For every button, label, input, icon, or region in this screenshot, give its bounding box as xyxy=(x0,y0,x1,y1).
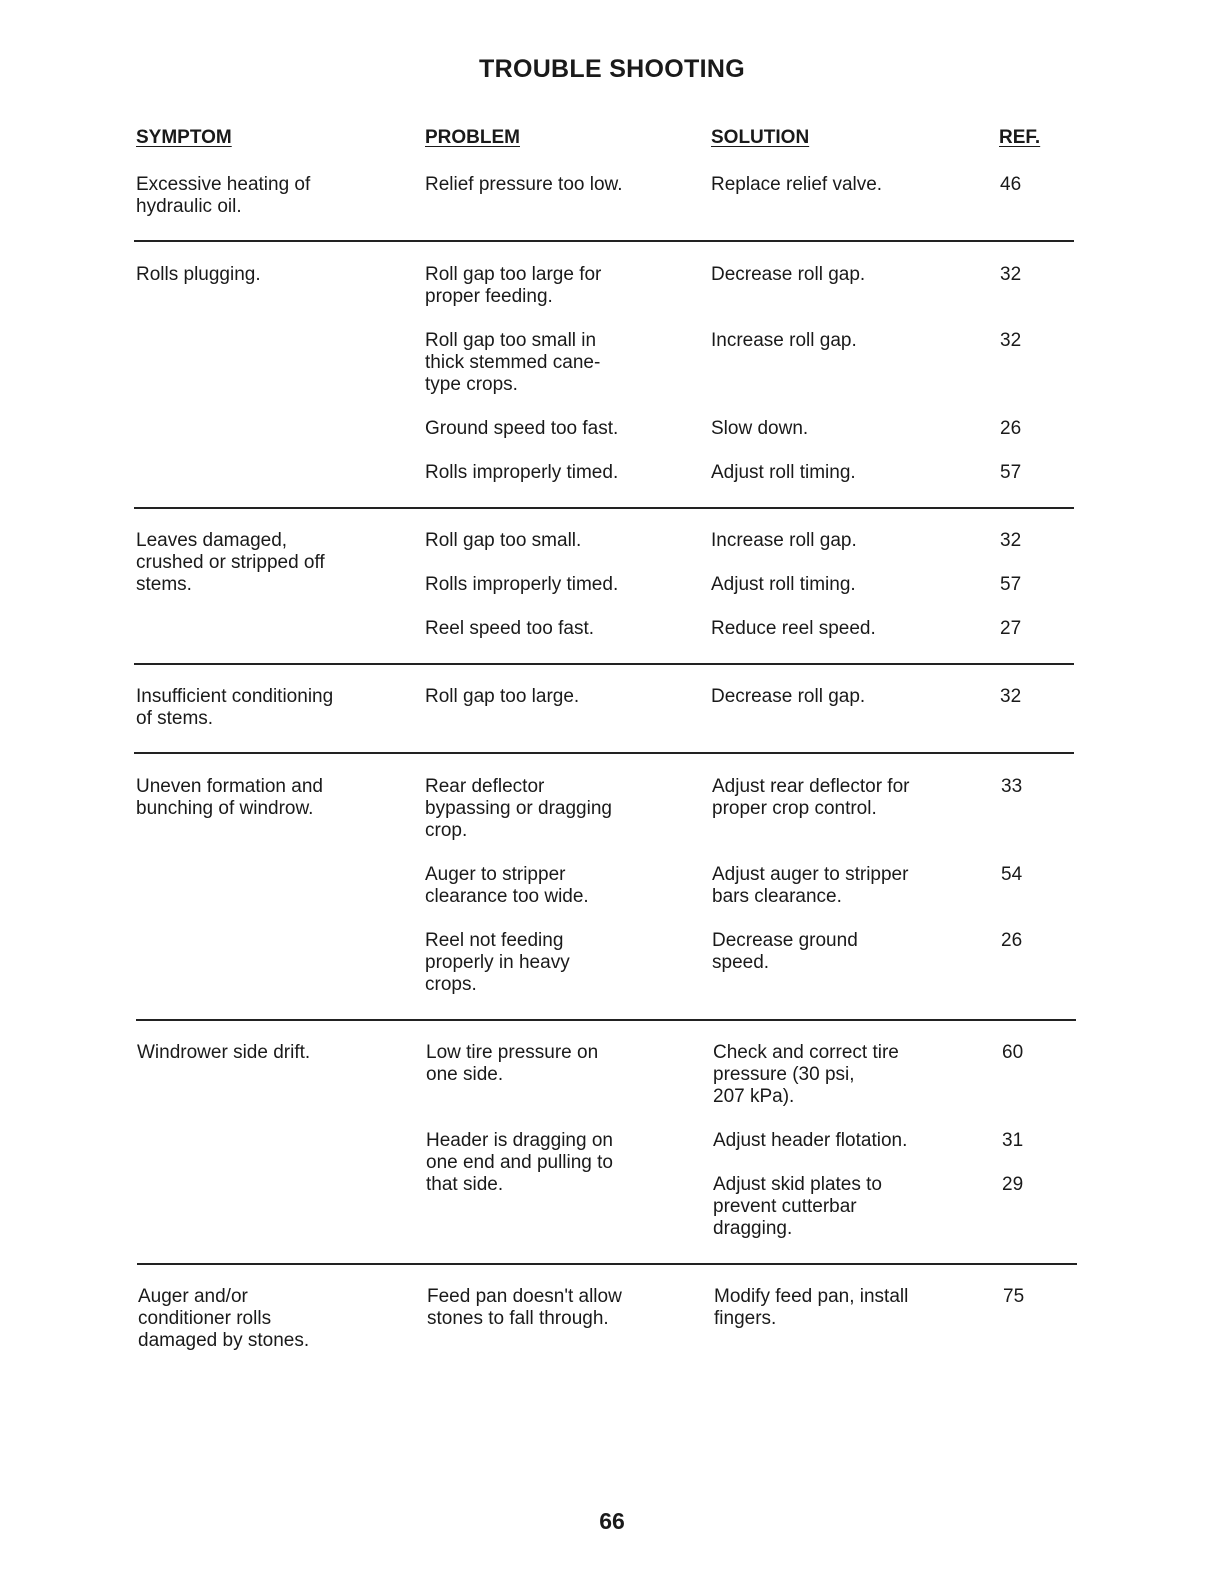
symptom-cell: Windrower side drift. xyxy=(137,1042,311,1063)
ref-cell: 29 xyxy=(1002,1174,1024,1195)
solution-cell: Adjust rear deflector for proper crop control. xyxy=(712,776,910,819)
solution-cell: Adjust auger to stripper bars clearance. xyxy=(712,864,909,907)
problem-cell: Relief pressure too low. xyxy=(425,174,623,195)
solution-cell: Slow down. xyxy=(711,418,809,439)
problem-cell: Roll gap too large. xyxy=(425,686,580,707)
ref-cell: 32 xyxy=(1000,330,1022,351)
solution-cell: Decrease roll gap. xyxy=(711,686,866,707)
ref-cell: 54 xyxy=(1001,864,1023,885)
section-divider xyxy=(136,1019,1076,1021)
solution-cell: Replace relief valve. xyxy=(711,174,883,195)
ref-cell: 75 xyxy=(1003,1286,1025,1307)
header-ref: REF. xyxy=(999,127,1041,148)
solution-cell: Adjust skid plates to prevent cutterbar dragging. xyxy=(713,1174,882,1239)
solution-cell: Reduce reel speed. xyxy=(711,618,876,639)
problem-cell: Feed pan doesn't allow stones to fall through. xyxy=(427,1286,622,1329)
page-title: TROUBLE SHOOTING xyxy=(479,55,745,83)
symptom-cell: Uneven formation and bunching of windrow. xyxy=(136,776,323,819)
problem-cell: Roll gap too large for proper feeding. xyxy=(425,264,602,307)
symptom-cell: Excessive heating of hydraulic oil. xyxy=(136,174,311,217)
solution-cell: Increase roll gap. xyxy=(711,530,857,551)
solution-cell: Adjust roll timing. xyxy=(711,462,856,483)
section-divider xyxy=(134,240,1074,242)
section-divider xyxy=(134,507,1074,509)
ref-cell: 32 xyxy=(1000,686,1022,707)
solution-cell: Decrease roll gap. xyxy=(711,264,866,285)
problem-cell: Rear deflector bypassing or dragging crop. xyxy=(425,776,612,841)
problem-cell: Ground speed too fast. xyxy=(425,418,619,439)
header-symptom: SYMPTOM xyxy=(136,127,232,148)
ref-cell: 26 xyxy=(1000,418,1022,439)
header-solution: SOLUTION xyxy=(711,127,810,148)
ref-cell: 57 xyxy=(1000,574,1022,595)
solution-cell: Adjust roll timing. xyxy=(711,574,856,595)
ref-cell: 57 xyxy=(1000,462,1022,483)
ref-cell: 32 xyxy=(1000,264,1022,285)
problem-cell: Roll gap too small in thick stemmed cane- type crops. xyxy=(425,330,601,395)
solution-cell: Decrease ground speed. xyxy=(712,930,858,973)
ref-cell: 32 xyxy=(1000,530,1022,551)
ref-cell: 46 xyxy=(1000,174,1022,195)
ref-cell: 60 xyxy=(1002,1042,1024,1063)
header-problem: PROBLEM xyxy=(425,127,520,148)
page-number: 66 xyxy=(599,1508,625,1534)
section-divider xyxy=(137,1263,1077,1265)
problem-cell: Rolls improperly timed. xyxy=(425,574,619,595)
problem-cell: Low tire pressure on one side. xyxy=(426,1042,599,1085)
section-divider xyxy=(134,663,1074,665)
problem-cell: Roll gap too small. xyxy=(425,530,582,551)
symptom-cell: Leaves damaged, crushed or stripped off stems. xyxy=(136,530,325,595)
symptom-cell: Rolls plugging. xyxy=(136,264,261,285)
symptom-cell: Insufficient conditioning of stems. xyxy=(136,686,334,729)
problem-cell: Header is dragging on one end and pulling to that side. xyxy=(426,1130,613,1195)
ref-cell: 31 xyxy=(1002,1130,1024,1151)
solution-cell: Increase roll gap. xyxy=(711,330,857,351)
problem-cell: Reel speed too fast. xyxy=(425,618,594,639)
solution-cell: Adjust header flotation. xyxy=(713,1130,908,1151)
problem-cell: Reel not feeding properly in heavy crops. xyxy=(425,930,570,995)
problem-cell: Rolls improperly timed. xyxy=(425,462,619,483)
solution-cell: Check and correct tire pressure (30 psi, 207 kPa). xyxy=(713,1042,899,1107)
solution-cell: Modify feed pan, install fingers. xyxy=(714,1286,909,1329)
ref-cell: 26 xyxy=(1001,930,1023,951)
symptom-cell: Auger and/or conditioner rolls damaged by stones. xyxy=(138,1286,310,1351)
ref-cell: 33 xyxy=(1001,776,1023,797)
ref-cell: 27 xyxy=(1000,618,1022,639)
problem-cell: Auger to stripper clearance too wide. xyxy=(425,864,589,907)
section-divider xyxy=(134,752,1074,754)
